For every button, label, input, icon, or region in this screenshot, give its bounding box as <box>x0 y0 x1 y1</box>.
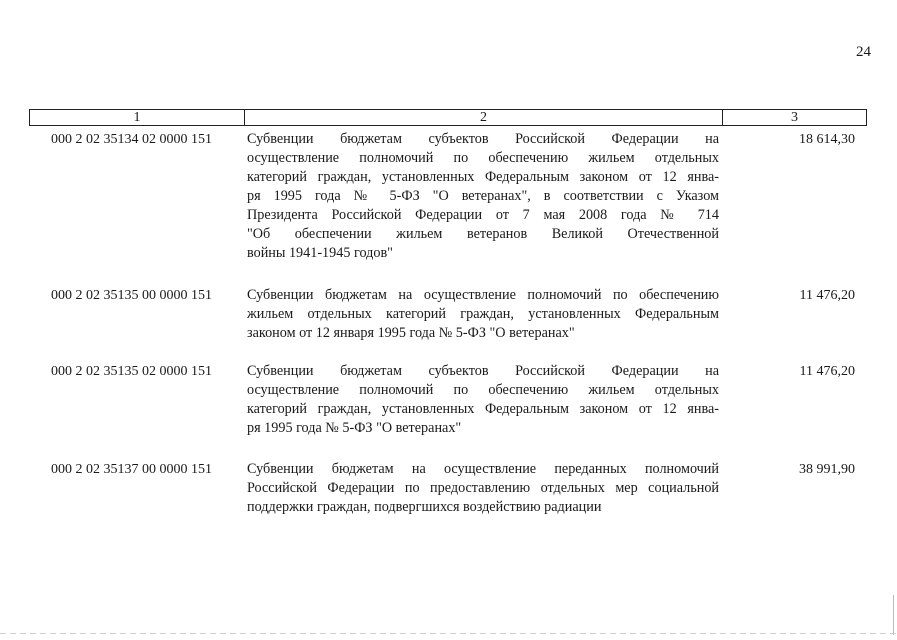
description-line: войны 1941-1945 годов" <box>247 245 393 261</box>
description-line: осуществление полномочий по обеспечению жильем отдельных <box>247 150 719 166</box>
row-description <box>247 362 719 438</box>
budget-code: 000 2 02 35135 00 0000 151 <box>51 288 212 303</box>
description-line: ря 1995 года № 5-ФЗ "О ветеранах", в соответствии с Указом <box>247 188 719 204</box>
description-line: осуществление полномочий по обеспечению жильем отдельных <box>247 382 719 398</box>
description-line: законом от 12 января 1995 года № 5-ФЗ "О ветеранах" <box>247 325 575 341</box>
row-description <box>247 130 719 263</box>
page-number: 24 <box>856 44 871 60</box>
description-line: Президента Российской Федерации от 7 мая 2008 года № 714 <box>247 207 719 223</box>
description-line: жильем отдельных категорий граждан, установленных Федеральным <box>247 306 719 322</box>
row-description <box>247 460 719 517</box>
description-line: "Об обеспечении жильем ветеранов Великой Отечественной <box>247 226 719 242</box>
description-line: категорий граждан, установленных Федеральным законом от 12 янва- <box>247 401 719 417</box>
budget-code: 000 2 02 35134 02 0000 151 <box>51 132 212 147</box>
row-amount: 18 614,30 <box>799 132 855 147</box>
table-header <box>29 109 867 126</box>
row-description <box>247 286 719 343</box>
budget-code: 000 2 02 35137 00 0000 151 <box>51 462 212 477</box>
scan-edge-mark <box>0 633 897 634</box>
description-line: поддержки граждан, подвергшихся воздействию радиации <box>247 499 602 515</box>
description-line: Российской Федерации по предоставлению отдельных мер социальной <box>247 480 719 496</box>
scan-edge-mark <box>893 595 894 635</box>
row-amount: 38 991,90 <box>799 462 855 477</box>
description-line: Субвенции бюджетам на осуществление полномочий по обеспечению <box>247 287 719 303</box>
row-amount: 11 476,20 <box>799 364 855 379</box>
description-line: категорий граждан, установленных Федеральным законом от 12 янва- <box>247 169 719 185</box>
table-header-col-3: 3 <box>791 110 798 125</box>
row-amount: 11 476,20 <box>799 288 855 303</box>
description-line: Субвенции бюджетам субъектов Российской Федерации на <box>247 131 719 147</box>
description-line: Субвенции бюджетам субъектов Российской Федерации на <box>247 363 719 379</box>
description-line: ря 1995 года № 5-ФЗ "О ветеранах" <box>247 420 462 436</box>
description-line: Субвенции бюджетам на осуществление переданных полномочий <box>247 461 719 477</box>
table-header-col-2: 2 <box>245 110 723 125</box>
budget-code: 000 2 02 35135 02 0000 151 <box>51 364 212 379</box>
table-header-col-1: 1 <box>30 110 245 125</box>
